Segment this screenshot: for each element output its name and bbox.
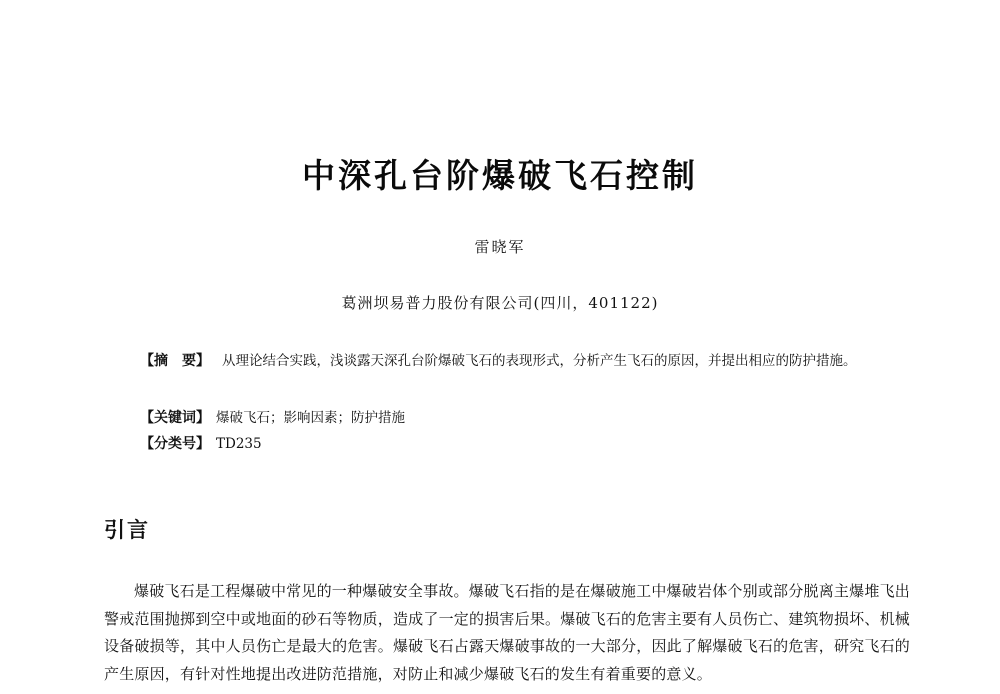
classification-label: 【分类号】 [140, 436, 210, 452]
abstract-text: 从理论结合实践，浅谈露天深孔台阶爆破飞石的表现形式，分析产生飞石的原因，并提出相应的防护措施。 [222, 353, 857, 369]
section-heading: 引言 [104, 518, 150, 542]
keywords-text: 爆破飞石；影响因素；防护措施 [216, 410, 405, 426]
paper-title: 中深孔台阶爆破飞石控制 [302, 156, 698, 195]
keywords-block [140, 405, 880, 431]
abstract-block [140, 348, 880, 374]
body-paragraph: 爆破飞石是工程爆破中常见的一种爆破安全事故。爆破飞石指的是在爆破施工中爆破岩体个别或部分脱离主爆堆飞出警戒范围抛掷到空中或地面的砂石等物质，造成了一定的损害后果。爆破飞石的危害主要有人员伤亡、建筑物损坏、机械设备破损等，其中人员伤亡是最大的危害。爆破飞石占露天爆破事故的一大部分，因此了解爆破飞石的危害，研究飞石的产生原因，有针对性地提出改进防范措施，对防止和减少爆破飞石的发生有着重要的意义。 [104, 582, 910, 683]
classification-text: TD235 [216, 436, 262, 452]
keywords-label: 【关键词】 [140, 410, 210, 426]
classification-block [140, 431, 880, 457]
abstract-label: 【摘 要】 [140, 353, 210, 369]
author-affiliation: 葛洲坝易普力股份有限公司(四川，401122) [341, 294, 659, 312]
author-name: 雷晓军 [474, 238, 526, 256]
